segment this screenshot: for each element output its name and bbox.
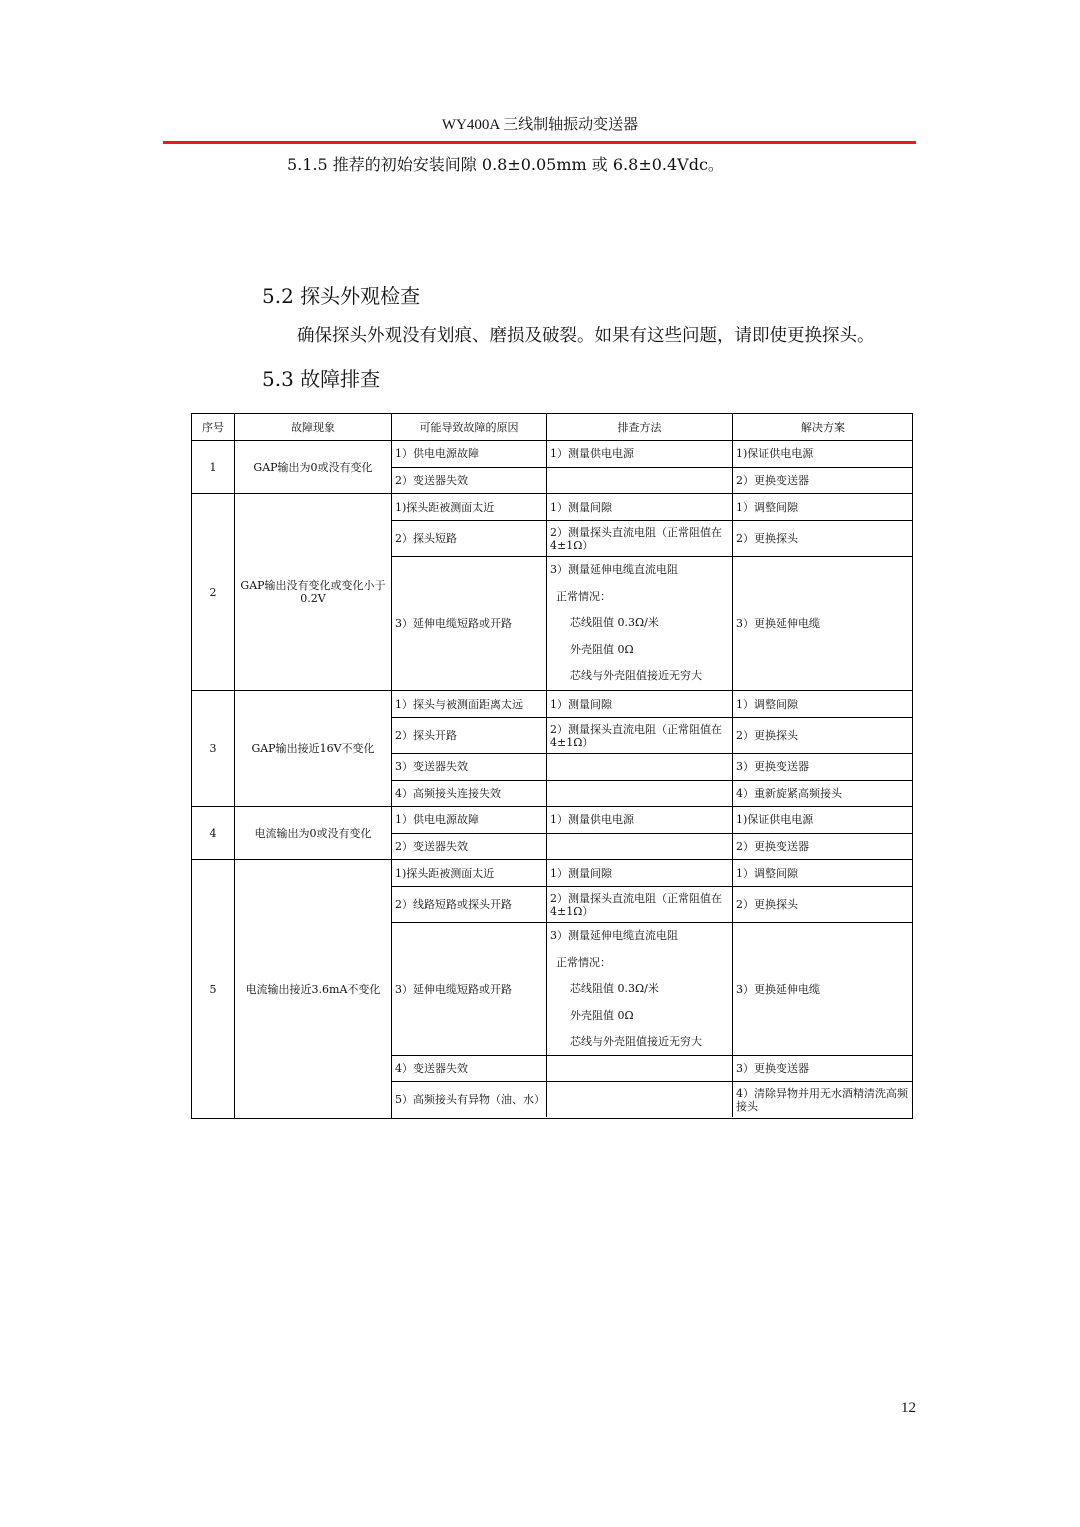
fault-cause: 4）高频接头连接失效: [392, 781, 547, 808]
check-method-multiline: [547, 557, 733, 691]
section-5-2-paragraph: 确保探头外观没有划痕、磨损及破裂。如果有这些问题，请即使更换探头。: [297, 326, 875, 346]
fault-symptom: 电流输出为0或没有变化: [235, 807, 392, 860]
solution: 2）更换变送器: [733, 834, 913, 861]
check-method-multiline: [547, 923, 733, 1056]
fault-cause: 3）延伸电缆短路或开路: [392, 557, 547, 691]
section-5-1-5-text: 5.1.5 推荐的初始安装间隙 0.8±0.05mm 或 6.8±0.4Vdc。: [287, 155, 724, 174]
table-header-cell: 故障现象: [235, 414, 392, 441]
section-5-2-heading: 5.2 探头外观检查: [262, 284, 421, 308]
table-header-cell: 序号: [192, 414, 235, 441]
check-method-empty: [547, 1056, 733, 1082]
solution: 2）更换探头: [733, 521, 913, 557]
solution: 3）更换延伸电缆: [733, 557, 913, 691]
fault-troubleshooting-table: [191, 413, 913, 1119]
table-header-cell: 解决方案: [733, 414, 913, 441]
check-method-empty: [547, 754, 733, 781]
method-line: 正常情况：: [556, 955, 611, 969]
method-line: 芯线与外壳阻值接近无穷大: [570, 1035, 702, 1048]
fault-symptom: GAP输出没有变化或变化小于0.2V: [235, 494, 392, 691]
row-number: 4: [192, 807, 235, 860]
fault-symptom: GAP输出为0或没有变化: [235, 441, 392, 494]
solution: 2）更换探头: [733, 718, 913, 754]
header-title: WY400A 三线制轴振动变送器: [441, 117, 639, 133]
fault-cause: 1）供电电源故障: [392, 441, 547, 468]
solution: 1）调整间隙: [733, 860, 913, 887]
solution: 1）调整间隙: [733, 691, 913, 718]
solution: 1)保证供电电源: [733, 807, 913, 834]
fault-cause: 3）延伸电缆短路或开路: [392, 923, 547, 1056]
solution: 3）更换变送器: [733, 754, 913, 781]
solution: 1）调整间隙: [733, 494, 913, 521]
header-rule: [163, 141, 916, 144]
method-line: 外壳阻值 0Ω: [570, 1008, 634, 1022]
solution: 4）清除异物并用无水酒精清洗高频接头: [736, 1086, 908, 1113]
solution: 3）更换变送器: [733, 1056, 913, 1082]
method-line: 3）测量延伸电缆直流电阻: [550, 929, 678, 942]
fault-cause: 1）探头与被测面距离太远: [392, 691, 547, 718]
method-line: 3）测量延伸电缆直流电阻: [550, 563, 678, 576]
check-method-empty: [547, 781, 733, 808]
fault-cause: 2）变送器失效: [392, 468, 547, 495]
fault-symptom: GAP输出接近16V不变化: [235, 691, 392, 807]
check-method-empty: [547, 1082, 733, 1117]
table-header-cell: 排查方法: [547, 414, 733, 441]
check-method: 2）测量探头直流电阻（正常阻值在4±1Ω）: [547, 521, 733, 557]
solution: 2）更换探头: [733, 887, 913, 923]
solution: 1)保证供电电源: [733, 441, 913, 468]
row-number: 3: [192, 691, 235, 807]
check-method: 1）测量供电电源: [547, 441, 733, 468]
check-method: 1）测量间隙: [547, 860, 733, 887]
method-line: 芯线与外壳阻值接近无穷大: [570, 669, 702, 682]
method-line: 芯线阻值 0.3Ω/米: [570, 982, 659, 995]
fault-cause: 2）线路短路或探头开路: [392, 887, 547, 923]
check-method-empty: [547, 834, 733, 861]
fault-cause: 1)探头距被测面太近: [392, 494, 547, 521]
method-line: 正常情况：: [556, 589, 611, 603]
table-header-cell: 可能导致故障的原因: [392, 414, 547, 441]
fault-cause: 2）变送器失效: [392, 834, 547, 861]
check-method: 1）测量间隙: [547, 494, 733, 521]
solution: 3）更换延伸电缆: [733, 923, 913, 1056]
check-method: 2）测量探头直流电阻（正常阻值在4±1Ω）: [547, 887, 733, 923]
solution: 4）重新旋紧高频接头: [733, 781, 913, 808]
fault-symptom: 电流输出接近3.6mA不变化: [235, 860, 392, 1118]
check-method: 1）测量供电电源: [547, 807, 733, 834]
fault-cause: 4）变送器失效: [392, 1056, 547, 1082]
fault-cause: 5）高频接头有异物（油、水）: [392, 1082, 547, 1117]
check-method: 1）测量间隙: [547, 691, 733, 718]
row-number: 2: [192, 494, 235, 691]
fault-cause: 2）探头短路: [392, 521, 547, 557]
solution: 2）更换变送器: [733, 468, 913, 495]
fault-cause: 1）供电电源故障: [392, 807, 547, 834]
section-5-3-heading: 5.3 故障排查: [262, 367, 381, 391]
fault-cause: 2）探头开路: [392, 718, 547, 754]
page-number: 12: [901, 1400, 916, 1416]
check-method-empty: [547, 468, 733, 495]
row-number: 1: [192, 441, 235, 494]
fault-cause: 1)探头距被测面太近: [392, 860, 547, 887]
row-number: 5: [192, 860, 235, 1118]
fault-cause: 3）变送器失效: [392, 754, 547, 781]
method-line: 外壳阻值 0Ω: [570, 642, 634, 656]
check-method: 2）测量探头直流电阻（正常阻值在4±1Ω）: [547, 718, 733, 754]
method-line: 芯线阻值 0.3Ω/米: [570, 616, 659, 629]
